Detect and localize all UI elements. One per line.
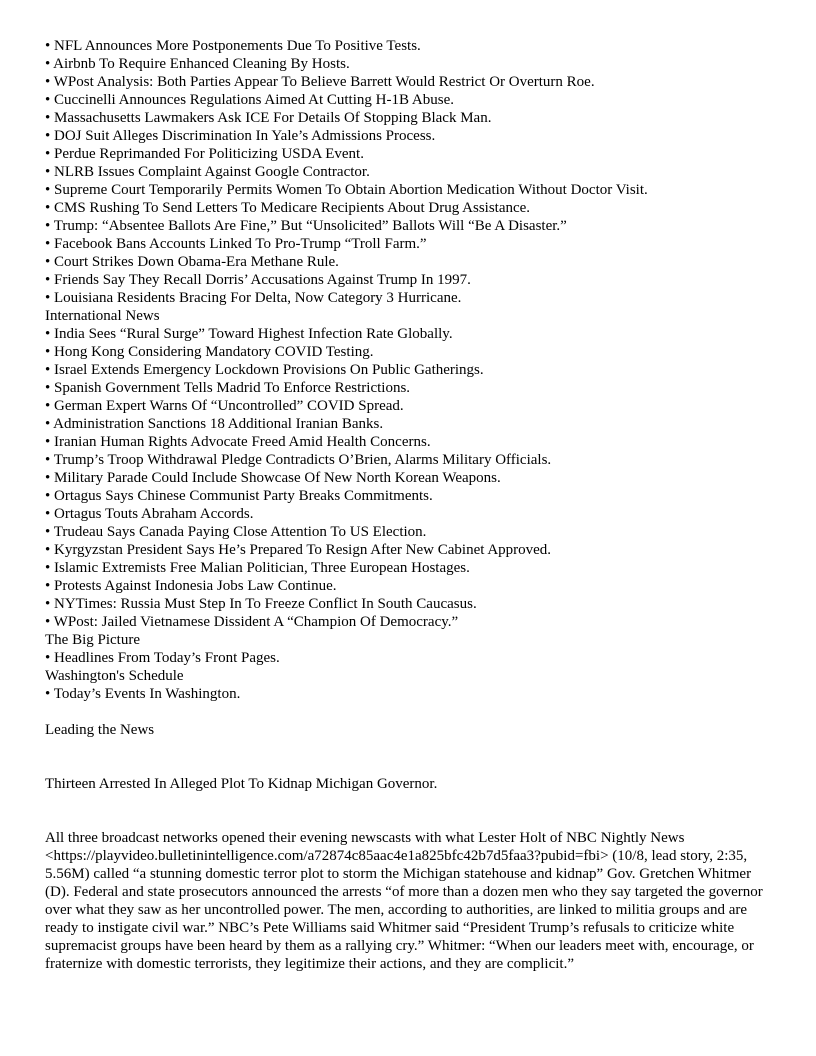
list-item[interactable]: • Trump’s Troop Withdrawal Pledge Contradicts O’Brien, Alarms Military Officials.: [45, 452, 552, 468]
list-item[interactable]: • NLRB Issues Complaint Against Google Contractor.: [45, 164, 370, 180]
article-body: All three broadcast networks opened their evening newscasts with what Lester Holt of NBC Nightly News <https://playvideo.bulletinintelligence.com/a72874c85aac4e1a825bfc42b7d5faa3?pubid=fbi> (10/8, lead story, 2:35, 5.56M) called “a stunning domestic terror plot to storm the Michigan statehouse and kidnap” Gov. Gretchen Whitmer (D). Federal and state prosecutors announced the arrests “of more than a dozen men who they say targeted the governor over what they saw as her uncontrolled power. The men, according to authorities, are linked to militia groups and are ready to instigate civil war.” NBC’s Pete Williams said Whitmer said “President Trump’s refusals to criticize white supremacist groups have been heard by them as a rallying cry.” Whitmer: “When our leaders meet with, encourage, or fraternize with domestic terrorists, they legitimize their actions, and they are complicit.”: [45, 830, 763, 972]
document-page: [45, 37, 775, 973]
list-item[interactable]: • Ortagus Says Chinese Communist Party Breaks Commitments.: [45, 488, 433, 504]
list-item[interactable]: • Ortagus Touts Abraham Accords.: [45, 506, 254, 522]
list-item[interactable]: • Court Strikes Down Obama-Era Methane Rule.: [45, 254, 339, 270]
list-item[interactable]: • Louisiana Residents Bracing For Delta, Now Category 3 Hurricane.: [45, 290, 462, 306]
washington-schedule-heading: Washington's Schedule: [45, 668, 184, 684]
list-item[interactable]: • Airbnb To Require Enhanced Cleaning By Hosts.: [45, 56, 350, 72]
list-item[interactable]: • India Sees “Rural Surge” Toward Highest Infection Rate Globally.: [45, 326, 453, 342]
spacer: [45, 703, 775, 721]
list-item[interactable]: • Headlines From Today’s Front Pages.: [45, 650, 280, 666]
list-item[interactable]: • German Expert Warns Of “Uncontrolled” COVID Spread.: [45, 398, 404, 414]
big-picture-heading: The Big Picture: [45, 632, 140, 648]
list-item[interactable]: • WPost Analysis: Both Parties Appear To Believe Barrett Would Restrict Or Overturn Roe.: [45, 74, 595, 90]
list-item[interactable]: • Administration Sanctions 18 Additional Iranian Banks.: [45, 416, 384, 432]
list-item[interactable]: • Spanish Government Tells Madrid To Enforce Restrictions.: [45, 380, 411, 396]
list-item[interactable]: • Israel Extends Emergency Lockdown Provisions On Public Gatherings.: [45, 362, 484, 378]
list-item[interactable]: • Supreme Court Temporarily Permits Women To Obtain Abortion Medication Without Doctor Visit.: [45, 182, 648, 198]
list-item[interactable]: • NFL Announces More Postponements Due To Positive Tests.: [45, 38, 421, 54]
list-item[interactable]: • Islamic Extremists Free Malian Politician, Three European Hostages.: [45, 560, 470, 576]
list-item[interactable]: • Trump: “Absentee Ballots Are Fine,” But “Unsolicited” Ballots Will “Be A Disaster.”: [45, 218, 567, 234]
spacer: [45, 739, 775, 775]
leading-news-heading: Leading the News: [45, 722, 155, 738]
list-item[interactable]: • CMS Rushing To Send Letters To Medicare Recipients About Drug Assistance.: [45, 200, 531, 216]
list-item[interactable]: • Military Parade Could Include Showcase Of New North Korean Weapons.: [45, 470, 501, 486]
list-item[interactable]: • Protests Against Indonesia Jobs Law Continue.: [45, 578, 337, 594]
list-item[interactable]: • Today’s Events In Washington.: [45, 686, 241, 702]
list-item[interactable]: • Trudeau Says Canada Paying Close Attention To US Election.: [45, 524, 427, 540]
list-item[interactable]: • Hong Kong Considering Mandatory COVID Testing.: [45, 344, 374, 360]
list-item[interactable]: • Perdue Reprimanded For Politicizing USDA Event.: [45, 146, 364, 162]
list-item[interactable]: • Friends Say They Recall Dorris’ Accusations Against Trump In 1997.: [45, 272, 471, 288]
spacer: [45, 793, 775, 829]
list-item[interactable]: • Iranian Human Rights Advocate Freed Amid Health Concerns.: [45, 434, 431, 450]
article-title: Thirteen Arrested In Alleged Plot To Kidnap Michigan Governor.: [45, 776, 438, 792]
list-item[interactable]: • WPost: Jailed Vietnamese Dissident A “Champion Of Democracy.”: [45, 614, 459, 630]
list-item[interactable]: • Facebook Bans Accounts Linked To Pro-Trump “Troll Farm.”: [45, 236, 427, 252]
list-item[interactable]: • Kyrgyzstan President Says He’s Prepared To Resign After New Cabinet Approved.: [45, 542, 552, 558]
us-news-list: [45, 37, 775, 307]
international-news-list: [45, 325, 775, 631]
list-item[interactable]: • Massachusetts Lawmakers Ask ICE For Details Of Stopping Black Man.: [45, 110, 492, 126]
international-news-heading: International News: [45, 308, 160, 324]
list-item[interactable]: • NYTimes: Russia Must Step In To Freeze Conflict In South Caucasus.: [45, 596, 477, 612]
list-item[interactable]: • Cuccinelli Announces Regulations Aimed At Cutting H-1B Abuse.: [45, 92, 454, 108]
list-item[interactable]: • DOJ Suit Alleges Discrimination In Yale’s Admissions Process.: [45, 128, 436, 144]
